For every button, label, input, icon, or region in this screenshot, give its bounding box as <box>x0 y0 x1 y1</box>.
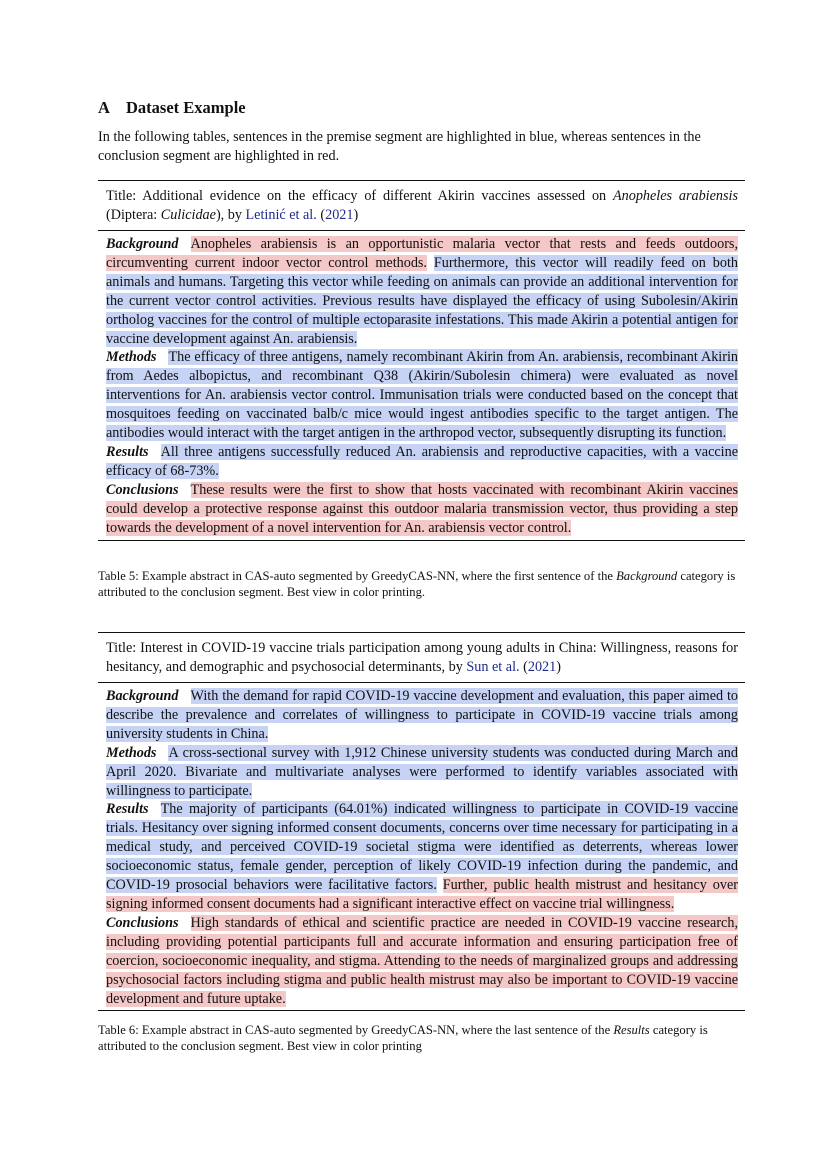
title-text: ), by <box>215 207 246 223</box>
background-paragraph <box>106 235 738 348</box>
caption-text: Table 5: Example abstract in CAS-auto segmented by GreedyCAS-NN, where the first sentence of the <box>98 569 617 583</box>
conclusions-label: Conclusions <box>106 481 179 498</box>
citation-year-link[interactable]: 2021 <box>325 207 354 223</box>
background-label: Background <box>106 688 179 704</box>
premise-sentence: With the demand for rapid COVID-19 vaccine development and evaluation, this paper aimed to describe the prevalence and correlates of willingness to participate in COVID-19 vaccine trials among university students in China. <box>106 688 738 742</box>
premise-sentence: All three antigens successfully reduced An. arabiensis and reproductive capacities, with a vaccine efficacy of 68-73%. <box>106 443 738 479</box>
premise-sentence: The majority of participants (64.01%) indicated willingness to participate in COVID-19 vaccine trials. Hesitancy over signing informed consent documents, concerns over time necessary for participating in a medical study, and perceived COVID-19 societal stigma were identified as deterrents, whereas lower socioeconomic status, female gender, perception of likely COVID-19 infection during the pandemic, and COVID-19 prosocial behaviors were facilitative factors. <box>106 801 738 894</box>
intro-paragraph: In the following tables, sentences in the premise segment are highlighted in blue, whereas sentences in the conclusion segment are highlighted in red. <box>98 129 701 164</box>
table-6-caption <box>98 1022 738 1054</box>
citation-link[interactable]: Letinić et al. <box>245 207 317 223</box>
results-paragraph <box>106 443 738 481</box>
methods-paragraph <box>106 744 738 801</box>
conclusions-paragraph <box>106 481 738 538</box>
citation-link[interactable]: Sun et al. <box>466 659 520 675</box>
results-label: Results <box>106 443 149 460</box>
conclusions-label: Conclusions <box>106 914 179 931</box>
caption-italic: Background <box>616 569 678 583</box>
citation-year-link[interactable]: 2021 <box>527 659 557 675</box>
caption-text: category is attributed to the conclusion segment. Best view in color printing. <box>98 569 736 599</box>
caption-text: category is attributed to the conclusion segment. Best view in color printing <box>98 1023 708 1053</box>
citation-paren: ( <box>316 207 326 223</box>
table-6 <box>98 632 745 1011</box>
title-family: Culicidae <box>160 207 216 223</box>
methods-paragraph <box>106 348 738 443</box>
citation-paren: ) <box>556 659 561 675</box>
background-label: Background <box>106 236 179 252</box>
caption-italic: Results <box>613 1023 650 1037</box>
title-text: (Diptera: <box>106 207 161 223</box>
title-species: Anopheles arabiensis <box>612 188 738 204</box>
table-5-caption <box>98 568 738 600</box>
results-paragraph <box>106 800 738 913</box>
conclusion-sentence: High standards of ethical and scientific practice are needed in COVID-19 vaccine research, including providing potential participants full and accurate information and ensuring participation free of coercion, socioeconomic inequality, and stigma. Attending to the needs of marginalized groups and addressing psychosocial factors including stigma and public health mistrust may also be important to COVID-19 vaccine development and future uptake. <box>106 914 738 1007</box>
table-5 <box>98 180 745 541</box>
conclusion-sentence: These results were the first to show that hosts vaccinated with recombinant Akirin vaccines could develop a protective response against this outdoor malaria transmission vector, thus providing a step towards the development of a novel intervention for An. arabiensis vector control. <box>106 481 738 536</box>
methods-label: Methods <box>106 744 157 761</box>
premise-sentence: The efficacy of three antigens, namely recombinant Akirin from An. arabiensis, recombinant Akirin from Aedes albopictus, and recombinant Q38 (Akirin/Subolesin chimera) were evaluated as novel interventions for An. arabiensis vector control. Immunisation trials were conducted based on the concept that mosquitoes feeding on vaccinated balb/c mice would ingest antibodies specific to the target antigen. The antibodies would interact with the target antigen in the arthropod vector, subsequently disrupting its function. <box>106 349 738 442</box>
table-5-title <box>98 181 745 231</box>
background-paragraph <box>106 687 738 744</box>
citation-paren: ( <box>519 659 528 675</box>
section-number: A <box>98 98 110 117</box>
table-6-title <box>98 633 745 683</box>
conclusion-sentence: Further, public health mistrust and hesitancy over signing informed consent documents had a significant interactive effect on vaccine trial willingness. <box>106 877 739 912</box>
title-text: Title: Interest in COVID-19 vaccine trials participation among young adults in China: Willingness, reasons for hesitancy, and demographic and psychosocial determinants, by <box>106 640 738 675</box>
caption-text: Table 6: Example abstract in CAS-auto segmented by GreedyCAS-NN, where the last sentence of the <box>98 1023 614 1037</box>
premise-sentence: A cross-sectional survey with 1,912 Chinese university students was conducted during March and April 2020. Bivariate and multivariate analyses were performed to identify variables associated with willingness to participate. <box>106 744 738 799</box>
table-5-abstract <box>98 231 745 540</box>
title-text: Title: Additional evidence on the efficacy of different Akirin vaccines assessed on <box>106 188 613 204</box>
citation-paren: ) <box>353 207 359 223</box>
results-label: Results <box>106 801 149 818</box>
conclusion-sentence: Anopheles arabiensis is an opportunistic malaria vector that rests and feeds outdoors, circumventing current indoor vector control methods. <box>106 236 738 271</box>
table-6-abstract <box>98 683 745 1010</box>
section-title: Dataset Example <box>126 98 246 117</box>
conclusions-paragraph <box>106 914 738 1009</box>
section-heading <box>98 98 246 118</box>
premise-sentence: Furthermore, this vector will readily feed on both animals and humans. Targeting this vector while feeding on animals can provide an additional intervention for the current vector control activities. Previous results have displayed the efficacy of using Subolesin/Akirin ortholog vaccines for the control of multiple ectoparasite infestations. This made Akirin a potential antigen for vaccine development against An. arabiensis. <box>106 254 738 347</box>
methods-label: Methods <box>106 349 157 366</box>
